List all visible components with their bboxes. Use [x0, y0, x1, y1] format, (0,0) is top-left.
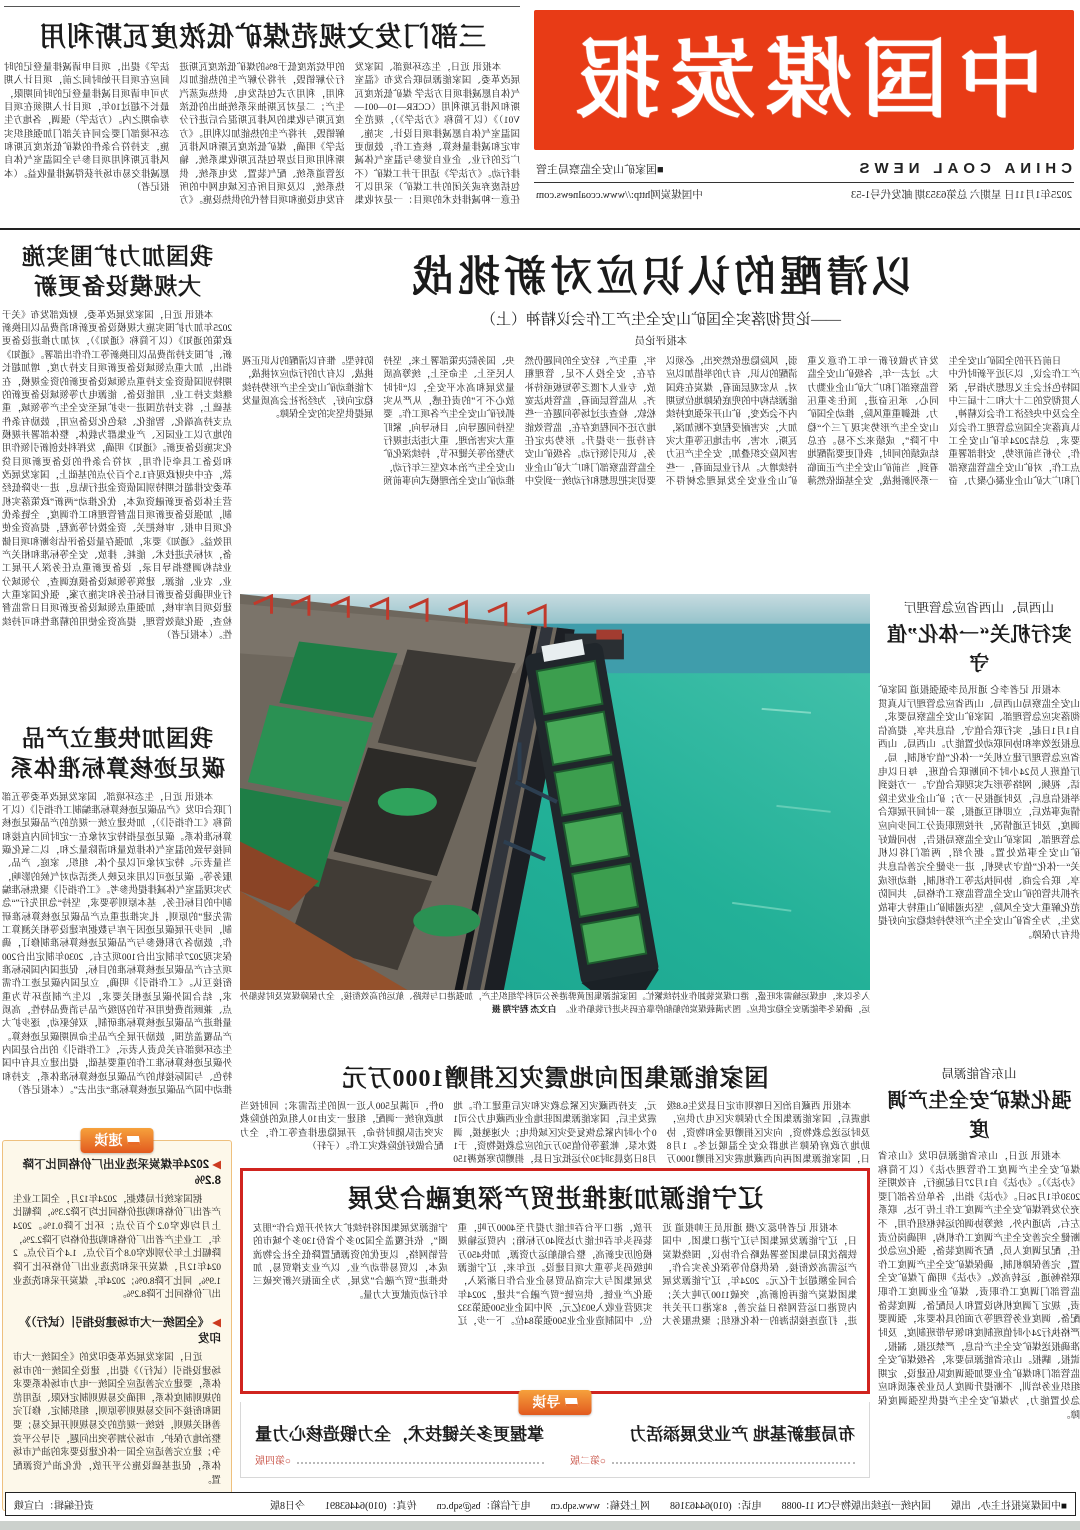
photo-caption-text: 入冬以来，电煤运输需求旺盛，港口煤炭装卸作业持续繁忙。国家能源集团黄骅港务公司科学组织生产，加强港口与铁路、航运的高效衔接，全力保障煤炭及时装船外运，确保冬季能源安全稳定供应。图为满载煤炭的船舶停靠在码头进行装船作业。	[240, 991, 870, 1014]
masthead	[534, 10, 1074, 222]
coal-port-photo	[240, 594, 870, 990]
article-carbon-footprint-body: 本报讯 近日，生态环境部、国家发展改革委等五部门联合印发《产品碳足迹核算标准编制工作指引》（以下简称《工作指引》），加快建立统一规范的产品碳足迹核算标准体系。碳足迹是指特定对象在一定时间内直接和间接导致的温室气体排放量和清除量之和，以二氧化碳当量表示。特定对象可以是个体、组织、家庭、产品、服务等。碳足迹可以用来反映人类活动对气候的影响，为实现温室气体减排提供参考。《工作指引》聚焦标准编制中的目标任务、基本原则等要求，坚持“急用先行”“急需先建”的原则，扎实推进重点产品碳足迹核算标准研制，同步开展碳足迹因子库与数据库建设等相关测算工作，鼓励各方积极参与产品碳足迹核算标准制修订，确保实现2027年制定出台100项左右、2030年制定出台200项左右产品碳足迹核算标准的目标，促进国内国际标准衔接互认。《工作指引》明确，立足国内碳足迹工作需求，结合国外碳足迹相关要求，以生产制造环节为重点、兼顾消费使用环节的初级产品与消费品特性，高质量推进产品碳足迹核算标准研制，双轮驱动，逐步扩大产品覆盖范围，鼓励开展全产品生命周期碳足迹核算。生态环境部有关负责人表示，《工作指引》的出台是国内外碳足迹核算标准工作的重要基础，提出建立具有中国特色、与国际接轨的产品碳足迹核算标准体系，支持和推动中国产品碳足迹核算标准“走出去”。（本报记者）	[2, 792, 232, 1097]
article-gas-utilization-body-cols	[4, 62, 520, 230]
editorial-body: 日前召开的全国矿山安全生产工作会议，以习近平新时代中国特色社会主义思想为指导，深入贯彻党的二十大和二十届三中全会及中央经济工作会议精神，认真落实全国应急管理工作会议要求，总结2024年矿山安全工作，分析当前形势，安排部署重点工作，对矿山安全监管监察部门和广大矿山企业凝心聚力、奋发有为做好新一年工作意义重大。过去一年，各级矿山安全监管监察部门和广大矿山企业勠力同心、承压奋进，顶住多重压力、抵御重重风险，推动全国矿山安全生产形势实现了三个“稳中下降”，成绩来之不易。在总结成绩的同时，我们更要清醒地看到，当前矿山安全生产正面临一系列新挑战，安全基础依然薄弱，风险隐患依然突出，必须以清醒的认识、有力的举措加以应对。从宏观层面看，煤炭在我国能源结构中的兜底保障地位短期内不会改变，矿山开采强度持续加大，灾害耐受程度不断加深，瓦斯、水害、冲击地压等重大灾害风险交织叠加，安全生产压力持续增大。从行业层面看，一些矿山企业安全发展理念树得不牢，重生产、轻安全的问题仍然存在，安全投入不足、管理粗放、专业人才匮乏等短板亟待补齐。从监管层面看，监管执法宽松软、检查走过场等问题在一些地方还不同程度存在，监管效能有待进一步提升。形势决定任务，认识引领行动。各级矿山安全监管监察部门和广大矿山企业要切实把思想和行动统一到党中央、国务院决策部署上来，坚持人民至上、生命至上，统筹高质量发展和高水平安全，以“时时放心不下”的责任感，从严从实抓好矿山安全生产各项工作。要坚持问题导向、目标导向，紧盯重大灾害治理、重大违法违规行为整治等关键环节，持续深化矿山安全生产治本攻坚三年行动，推动矿山安全治理模式向事前预防转型。惟有以清醒的认识正视挑战、以有力的行动应对挑战，才能推动矿山安全生产形势持续稳定向好，为经济社会高质量发展提供坚实的安全保障。	[242, 357, 1080, 488]
triangle-bullet-icon: ▶	[212, 1316, 221, 1329]
reading-guide-tab	[519, 1390, 592, 1415]
reading-guide-item-title: 掌握更多关键技术，全力锻造核心力量	[255, 1425, 544, 1444]
quick-read-item	[13, 1315, 221, 1488]
dotted-leader	[297, 1452, 544, 1464]
article-carbon-footprint-title	[2, 724, 232, 784]
quick-read-box	[2, 1131, 232, 1512]
date-line: 2025年1月11日 星期六 总第6353期 邮发代号1-53	[851, 190, 1072, 201]
quick-read-item-title-text: 2024年煤炭采选业出厂价格同比下降8.2%	[22, 1158, 221, 1187]
article-gas-utilization	[4, 6, 520, 227]
quick-read-tab-label: 速读	[94, 1131, 123, 1148]
article-shandong-title: 强化煤矿安全生产调度	[886, 1090, 1072, 1141]
reading-guide-tab-label: 导读	[532, 1394, 561, 1410]
publication-footer-bar	[5, 1492, 1076, 1516]
editorial-title: 以清醒的认识应对新挑战	[408, 255, 915, 301]
quick-read-tab	[81, 1128, 154, 1153]
article-donation-title: 国家能源集团向地震灾区捐赠1000万元	[341, 1066, 769, 1092]
masthead-row1	[534, 160, 1074, 177]
article-shandong-body-wrap	[878, 1150, 1080, 1530]
article-liaoning-body: 本报讯 记者仲蕊文/摄 通讯员王帅报道 近日，辽宁能源发展集团与辽宁港口集团、中国铁路沈阳局集团签署战略合作协议，围绕煤炭产运需高效衔接、保供稳价等深化务实合作，合同金额超过千亿元。2024年，辽宁能源发展集团煤炭产能再创新高，突破1100万吨大关；内贸港口运营网络日益完善，8家港口开关并进，打造连接陆海的一体化枢纽；聚焦服务大开放，港口平台吞吐能力提升至4000万吨，重装码头年吞吐能力达到40万标箱；内贸运输规模创历史新高，整合船舶运力资源，加快450万吨级码头等重大项目建设。近年来，辽宁能源发展集团与大宗商品贸易企业合作日渐深入，强化产业链、供应链“贸产融合”共建，2024年实现营业收入903亿元，列中国企业500强第332位、中国制造业企业500强第84位。下一步，辽宁能源发展集团将持续扩大对外开放合作“朋友圈”，依托覆盖全国20多个省份130多个城市的营销网络，以更优的资源配置降低全社会物流成本，以贸易带动产业、以产业支撑贸易，加快推进“贸产融合”发展，为全面振兴新突破三年行动贡献更大力量。	[253, 1224, 857, 1328]
article-gas-utilization-title: 三部门发文规范煤矿低浓度瓦斯利用	[38, 22, 486, 52]
editorial-article	[242, 238, 1080, 584]
article-shanxi-kicker: 山西局、山西省应急管理厅	[904, 601, 1055, 615]
article-equipment-renewal-body-wrap	[2, 310, 232, 708]
title-line-2: 大规模设备更新	[33, 273, 201, 299]
page-reference: ○第二版	[570, 1456, 607, 1468]
reading-guide-item	[255, 1420, 544, 1477]
article-liaoning-body-cols	[253, 1223, 857, 1373]
article-liaoning-highlight-box	[240, 1168, 870, 1394]
title-line-2: 碳足迹核算标准体系	[9, 755, 225, 781]
article-carbon-footprint-body-wrap	[2, 792, 232, 1120]
article-shandong-body: 本报讯 近日，山东省能源局印发《山东省煤矿安全生产调度工作管理办法》（以下简称《办法》）。《办法》自1月27日起施行，有效期至2030年1月26日。《办法》指出，各单位各部门要充分发挥煤矿安全生产调度工作上传下达、联系左右、沟通内外、统筹协调的运转枢纽作用，不断健全完善安全生产调度工作机构，明确岗位责任，配足调度人员，配齐调度装备，强化应急处置，完善保障机制，确保煤矿安全生产调度工作联络畅通、运转高效。《办法》明确了煤矿安全监管部门调度工作职责、煤矿企业调度工作职责，规定了调度机构设置和人员配备、调度装备配备、调度业务管理等方面的具体要求，强调要严格执行24小时值班制度和领导带班制度，及时准确报送煤矿安全生产信息，严禁迟报、漏报、谎报、瞒报。山东省能源局要求，各级煤矿安全监管部门和煤矿企业要加强调度队伍建设，定期组织业务培训，不断提升调度人员业务素质和应急处置能力，为煤矿安全生产提供坚强调度保障。	[878, 1151, 1080, 1421]
top-band-divider	[0, 228, 1080, 230]
triangle-bullet-icon: ▶	[212, 1158, 221, 1171]
editorial-subtitle: ——论贯彻落实全国矿山安全生产工作会议精神（上）	[481, 312, 842, 328]
dotted-leader	[612, 1452, 855, 1464]
leader-row	[255, 1452, 544, 1467]
quick-read-item-title	[13, 1315, 221, 1347]
article-carbon-footprint	[2, 724, 232, 1120]
article-shanxi-body: 本报讯 记者李仑 通讯员李强强报道 国家矿山安全监察局山西局、山西省应急管理厅认真贯彻落实应急管理部、国家矿山安全监察局要求，自1月1日起，实行联合值守、信息共享，提高信息报送效率和协同联动处置能力。山西局、山西省应急管理厅建立机关“一体化”值守机制，局、厅值班人员24小时不间断联合值班，每日以电话、视频、网络等形式实现联合值守。一方接到举报信息后，及时通报另一方；矿山企业发生险情或事故后，立即相互通报，第一时间开展联合调度，及时互通情况，并按照职责分工同步向应急管理部、国家矿山安全监察局报告，协同做好矿山安全事故处置。据介绍，两部门将以机关“一体化”值守为契机，进一步健全完善信息共享、联合会商、协同执法等工作机制，推动形成齐抓共管的矿山安全监管监察工作格局，共同防范化解重大安全风险，坚决遏制矿山重特大事故发生，为全省矿山安全生产形势持续稳定向好提供有力保障。	[878, 685, 1080, 941]
article-gas-utilization-body: 本报讯 近日，生态环境部、国家发展改革委、国家能源局联合发布《温室气体自愿减排项目方法学 煤矿低浓度瓦斯和风排瓦斯利用（CCER—10—001—V01）》（以下简称《方法学》），规范全国温室气体自愿减排项目设计、实施、审定和减排量核算、核查工作，鼓励更广泛的行业、企业自觉参与温室气体减排行动。《方法学》适用于井工煤矿（不包括废弃或关闭的井工煤矿）采用以下任意一种减排技术的项目：一是对收集的甲烷浓度低于8%的煤矿低浓度瓦斯进行分解销毁，并将分解产生的热能加以利用，利用方式包括发电、供热或蒸汽生产；二是对瓦斯抽采系统抽出的低浓度瓦斯与收集的风排瓦斯混合后进行分解销毁，并将产生的热能加以利用。《方法学》明确，煤矿低浓度瓦斯和风排瓦斯利用项目边界包括瓦斯收集系统、输送管道系统、配气装置、发电系统、供热系统，以及项目所在区域电网中的所有发电设施和项目替代的供热设施。《方法学》提出，项目申请减排量登记的时间应在项目开始时间之前，项目计入期为可申请项目减排量登记的时间期限，最长不超过10年，项目计入期须在项目寿命期之内。（方法学）强调，各地方生态环境部门要会同有关部门加强组织实施，支持符合条件的煤矿低浓度瓦斯和风排瓦斯利用项目参与全国温室气体自愿减排交易市场并获得减排量收益。（本报记者）	[4, 63, 520, 207]
article-shandong-dispatch	[878, 1064, 1080, 1530]
photo-credit: 白文杰 程宇翔 摄	[491, 1003, 557, 1014]
quick-read-item-body: 近日，国家发展改革委印发的《全国统一大市场建设指引（试行）》提出，建设全国统一的市场体系，要建立完善适应全国统一电力市场体系要求的规则制度体系，明确交易规则制定权限、适用范围和衔接不同交易规则等原则，组织制定、修订完善相关规则，按统一规范的交易规则开展交易；要整治地方保护、市场分割等突出问题，引导公平竞争；建立完善适应全国一体化建设要求的油气市场体系，促进基础设施公平开放，优化油气资源配置。	[13, 1352, 221, 1486]
masthead-rule	[534, 182, 1074, 183]
title-line-1: 我国加快建立产品	[21, 725, 213, 751]
masthead-banner	[534, 10, 1074, 150]
coal-port-photo-art	[240, 594, 870, 990]
newspaper-icon	[127, 1136, 140, 1145]
article-shanxi-title: 实行机关“一体化”值守	[886, 624, 1072, 675]
quick-read-item-title	[13, 1157, 221, 1189]
footer-editor: 责任编辑：白宣娥	[14, 1500, 94, 1512]
article-shanxi-duty	[878, 598, 1080, 1062]
masthead-row2	[534, 187, 1074, 202]
newspaper-title: 中国煤炭报	[564, 32, 1044, 128]
photo-caption	[240, 990, 870, 1016]
reading-guide-item	[570, 1420, 855, 1477]
quick-read-item-body: 据国家统计局数据，2024年12月，全国工业生产者出厂价格和购进价格同比均下降2.3%，降幅比上月均收窄0.2个百分点；环比下降0.1%。2024年，工业生产者出厂价格和购进价格均下降2.2%，降幅比上年分别收窄0.8个百分点、1.4个百分点。2024年12月，煤炭开采和洗选业出厂价格环比下降1.9%，同比下降8.0%；2024年，煤炭开采和洗选业出厂价格同比下降8.2%。	[13, 1194, 221, 1301]
website-line: 中国煤炭网http://www.ccoalnews.com	[536, 190, 703, 201]
newspaper-title-en: CHINA COAL NEWS	[854, 160, 1072, 177]
quick-read-item	[13, 1157, 221, 1303]
page-reference: ○第四版	[255, 1456, 292, 1468]
article-liaoning-title: 辽宁能源加速推进贸产深度融合发展	[347, 1186, 764, 1213]
article-equipment-renewal-title	[2, 242, 232, 302]
right-rail	[2, 238, 232, 1511]
editorial-body-cols	[242, 356, 1080, 584]
article-equipment-renewal-body: 本报讯 近日，国家发展改革委、财政部发布《关于2025年加力扩围实施大规模设备更新和消费品以旧换新政策的通知》（以下简称《通知》），对加力推进设备更新、扩围支持消费品以旧换新等工作作出部署。《通知》指出，加大重点领域设备更新项目支持力度，增加超长期特别国债资金支持重点领域设备更新的资金规模，在继续支持工业、用能设备、能源电力等领域设备更新的基础上，将支持范围进一步扩展至安全生产等领域，重点支持高端化、智能化、绿色化设备应用，鼓励有条件的地方以工业园区、产业集群为载体，整体部署并规模化实施设备更新。《通知》明确，发挥科技创新引领作用和设备工具牵引作用，对符合条件的设备更新项目贷款，在中央财政现有1.5个百分点的基础上，国家发展改革委安排超长期特别国债资金进行贴息，进一步降低经营主体设备更新融资成本，优化推动“两新”政策落实机制，加强设备更新项目监督管理和工作调度，全链条优化项目申报、审核把关、资金拨付等流程，提高资金使用效益。《通知》要求，加强存量设备评估诊断和项目储备，对标先进技术、能耗、排放、安全等标准和相关产业结构调整指导目录，设备更新重点任务深入开展工业、农业、能源、建筑等领域设备摸底调查，分领域分行业明确设备更新目标任务和实施方案，强化国家重大建设项目库审核，加强重点领域设备更新项目日常监督检查，强化绩效管理，提高资金使用的精准性和可持续性。（本报记者）	[2, 310, 232, 642]
newspaper-icon	[565, 1398, 578, 1407]
article-shanxi-body-wrap	[878, 684, 1080, 1062]
supervisor-line: ■国家矿山安全监察局主管	[536, 164, 664, 176]
footer-publisher-info: ■中国煤炭报社主办、出版 国内统一连续出版物号CN 11-0088 电话：(010)64463168 网上投稿：www.sqb.cn 电子信箱：bs@sqb.cn 传真：(010)64463891 今日8版	[270, 1500, 1067, 1512]
article-donation-body: 本报讯 西藏自治区日喀则市定日县发生6.8级地震后，国家能源集团全力保障灾区电力供应，及时运送急救物资，向灾区捐赠现金和物资，协助地方政府保障当地群众安全温暖过冬。1月8日，国家能源集团再向西藏地震灾区捐赠1000万元，支持西藏灾区紧急救灾和灾后重建工作。地震发生后，国家能源集团驻地企业西藏电力公司10个小时内紧急恢复受灾区域供电；火速驰援，调拨水泵、帐篷等价值50万元的应急救援物资，于1月8日凌晨3时30分运抵定日县，捐赠防寒被褥1500件，可满足500人近一周的生活需求；同时按当地政府统一调配，组建一支由10人组成的抢险救灾突击队随时待命，开展隐患排查等工作，全力配合做好抢险救灾工作。（子轩）	[240, 1102, 870, 1166]
reading-guide-item-title: 布局建新基地 产业发展添活力	[629, 1425, 855, 1444]
reading-guide-strip	[240, 1394, 870, 1478]
article-shandong-kicker: 山东省能源局	[941, 1067, 1017, 1081]
editorial-byline: 本报评论员	[634, 336, 688, 347]
leader-row	[570, 1452, 855, 1467]
title-line-1: 我国加力扩围实施	[21, 244, 213, 269]
page-edge-shadow	[0, 1521, 1080, 1530]
quick-read-item-title-text: 《全国统一大市场建设指引（试行）》印发	[19, 1316, 221, 1345]
photo-block	[240, 594, 870, 1016]
article-equipment-renewal	[2, 242, 232, 708]
